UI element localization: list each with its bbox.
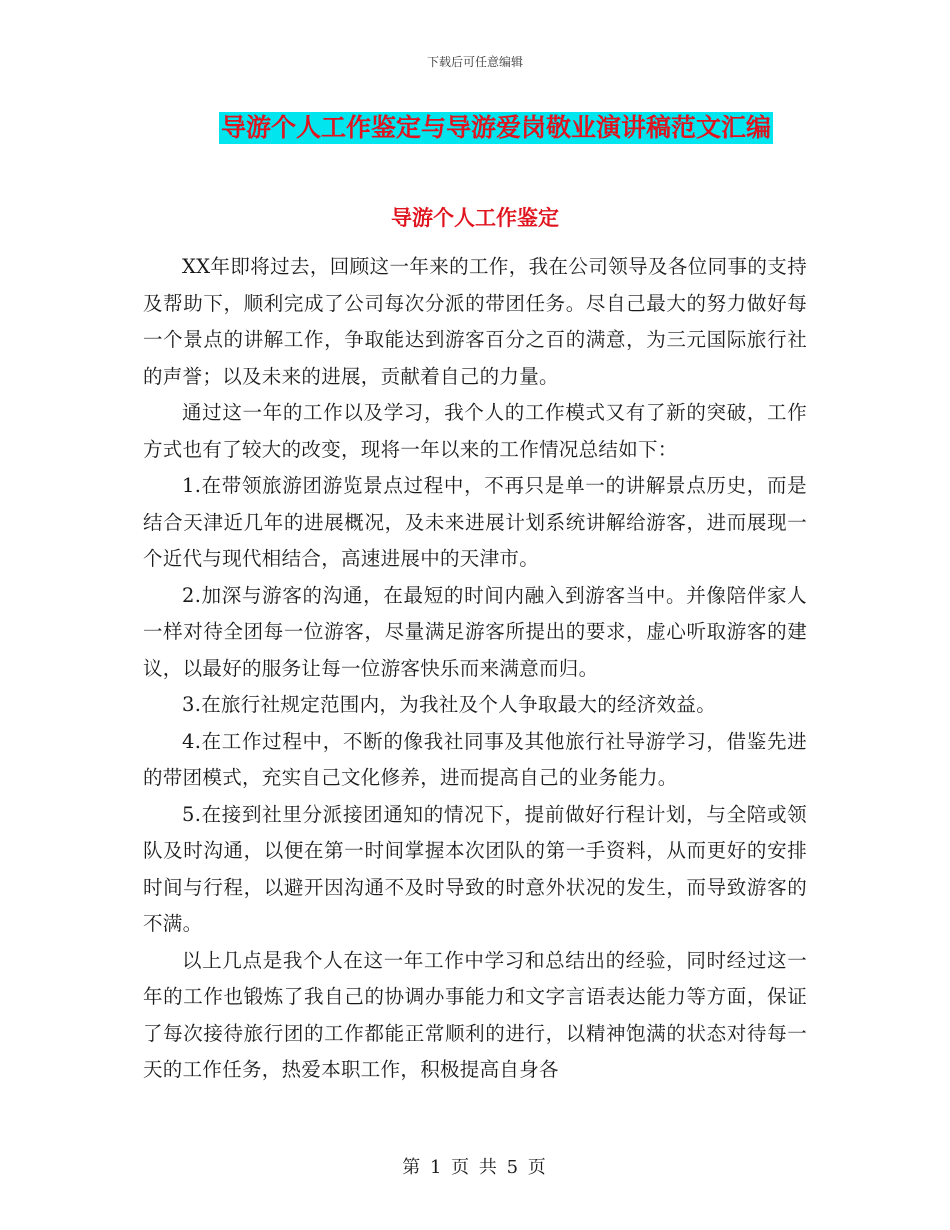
paragraph: 5.在接到社里分派接团通知的情况下，提前做好行程计划，与全陪或领队及时沟通，以便在第一时间掌握本次团队的第一手资料，从而更好的安排时间与行程，以避开因沟通不及时导致的时意外状况的发生，而导致游客的不满。 [143, 802, 807, 935]
paragraph: 4.在工作过程中，不断的像我社同事及其他旅行社导游学习，借鉴先进的带团模式，充实自己文化修养，进而提高自己的业务能力。 [143, 729, 807, 789]
paragraph: 2.加深与游客的沟通，在最短的时间内融入到游客当中。并像陪伴家人一样对待全团每一位游客，尽量满足游客所提出的要求，虚心听取游客的建议，以最好的服务让每一位游客快乐而来满意而归。 [143, 583, 807, 680]
document-title [0, 112, 950, 144]
document-title-text: 导游个人工作鉴定与导游爱岗敬业演讲稿范文汇编 [220, 113, 771, 142]
paragraph: XX年即将过去，回顾这一年来的工作，我在公司领导及各位同事的支持及帮助下，顺利完成了公司每次分派的带团任务。尽自己最大的努力做好每一个景点的讲解工作，争取能达到游客百分之百的满意，为三元国际旅行社的声誉；以及未来的进展，贡献着自己的力量。 [143, 255, 807, 388]
section-title: 导游个人工作鉴定 [391, 205, 559, 230]
paragraph: 1.在带领旅游团游览景点过程中，不再只是单一的讲解景点历史，而是结合天津近几年的进展概况，及未来进展计划系统讲解给游客，进而展现一个近代与现代相结合，高速进展中的天津市。 [143, 474, 807, 570]
paragraph: 通过这一年的工作以及学习，我个人的工作模式又有了新的突破，工作方式也有了较大的改变，现将一年以来的工作情况总结如下： [143, 401, 807, 461]
header-note: 下载后可任意编辑 [426, 55, 523, 69]
page-footer: 第 1 页 共 5 页 [402, 1157, 548, 1178]
document-body [143, 249, 807, 1089]
paragraph: 以上几点是我个人在这一年工作中学习和总结出的经验，同时经过这一年的工作也锻炼了我自己的协调办事能力和文字言语表达能力等方面，保证了每次接待旅行团的工作都能正常顺利的进行，以精神饱满的状态对待每一天的工作任务，热爱本职工作，积极提高自身各 [143, 948, 807, 1081]
paragraph: 3.在旅行社规定范围内，为我社及个人争取最大的经济效益。 [182, 693, 717, 716]
